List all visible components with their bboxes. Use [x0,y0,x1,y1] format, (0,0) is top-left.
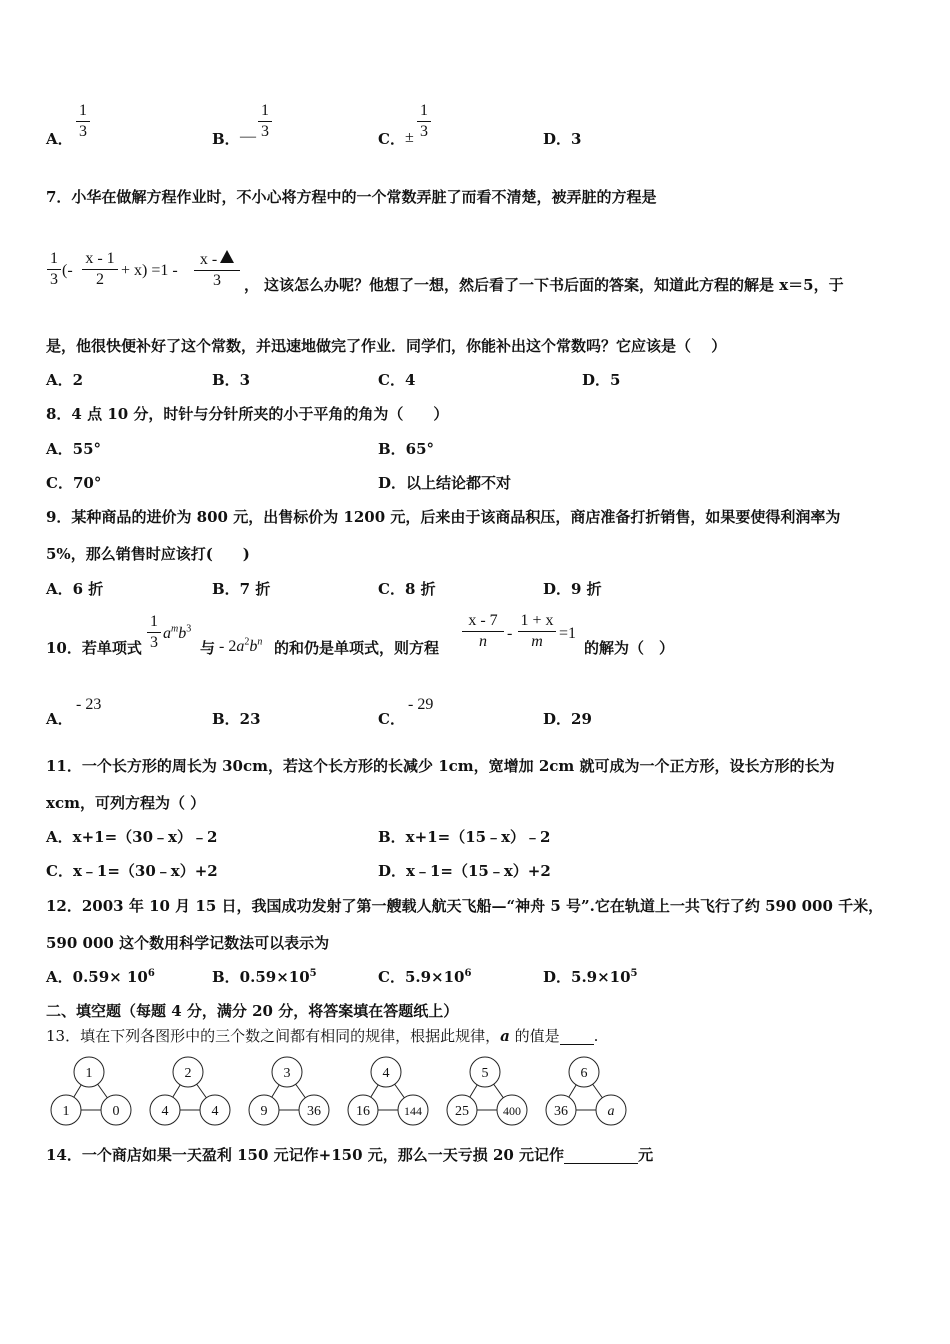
figure-1-top-value: 1 [85,1066,93,1081]
q7-eq-frac-2: x - 3 [194,250,240,290]
q10-eq-equals-one: =1 [559,625,577,642]
q10-option-c-value: - 29 [408,696,434,713]
q7-option-b: B．3 [212,371,251,389]
q10-eq-minus: - [507,625,513,642]
q11-option-d: D．x﹣1=（15﹣x）+2 [378,862,551,880]
figure-5-left-value: 25 [455,1104,469,1119]
q6-option-c-label: C． [378,130,405,148]
q11-stem-line2: xcm，可列方程为（ ） [46,794,206,812]
q14-stem: 14．一个商店如果一天盈利 150 元记作+150 元，那么一天亏损 20 元记作 元 [46,1146,654,1164]
q6-option-b-fraction: 1 3 [258,102,272,141]
figure-4-right-value: 144 [404,1104,422,1118]
q11-option-b: B．x+1=（15﹣x）﹣2 [378,828,551,846]
q9-stem-line1: 9．某种商品的进价为 800 元，出售标价为 1200 元，后来由于该商品积压，商店准备打折销售，如果要使得利润率为 [46,508,841,526]
q11-option-c: C．x﹣1=（30﹣x）+2 [46,862,218,880]
q7-option-d: D．5 [582,371,621,389]
figure-3-left-value: 9 [260,1104,268,1119]
q8-option-d: D．以上结论都不对 [378,474,512,492]
q7-stem-line1: 7．小华在做解方程作业时，不小心将方程中的一个常数弄脏了而看不清楚，被弄脏的方程是 [46,188,657,206]
q8-option-b: B．65° [378,440,435,458]
q7-stem-line3: 是，他很快便补好了这个常数，并迅速地做完了作业．同学们，你能补出这个常数吗？它应该是（ ） [46,337,727,355]
q10-option-d: D．29 [543,710,592,728]
section-heading-fill-in: 二、填空题（每题 4 分，满分 20 分，将答案填在答题纸上） [46,1002,459,1020]
q12-stem-line2: 590 000 这个数用科学记数法可以表示为 [46,934,330,952]
q10-eq-frac-1: x - 7 n [462,612,504,651]
figure-1-left-value: 1 [62,1104,70,1119]
q10-monomial-2: - $2a^2b^n$ [219,636,263,655]
q10-with: 与 [200,639,216,657]
q10-stem-mid: 的和仍是单项式，则方程 [274,639,440,657]
q14-answer-blank[interactable] [564,1147,638,1164]
figure-6-right-value: a [607,1104,615,1119]
q12-option-d: D．$5.9\times 10^5$ [543,968,638,986]
q11-stem-line1: 11．一个长方形的周长为 30cm，若这个长方形的长减少 1cm，宽增加 2cm 就可成为一个正方形，设长方形的长为 [46,757,835,775]
q6-option-b-label: B． [212,130,240,148]
q10-stem-suffix: 的解为（ ） [584,639,675,657]
q10-frac-one-third: 1 3 [147,613,161,652]
q6-option-c-plusminus: ± [405,129,414,146]
q8-stem: 8．4 点 10 分，时针与分针所夹的小于平角的角为（ ） [46,405,449,423]
q12-option-a: A．$0.59\times 10^6$ [46,968,155,986]
q7-option-c: C．4 [378,371,416,389]
q8-option-a: A．55° [46,440,102,458]
q6-option-b-minus: — [240,128,256,145]
q10-eq-frac-2: 1 + x m [518,612,556,651]
q7-eq-open: (- [62,262,73,279]
q10-option-b: B．23 [212,710,261,728]
q8-option-c: C．70° [46,474,102,492]
figure-4-top-value: 4 [382,1066,390,1081]
q10-option-a-label: A． [46,710,73,728]
figure-5-right-value: 400 [503,1104,521,1118]
q9-option-a: A．6 折 [46,580,104,598]
figure-6-left-value: 36 [554,1104,568,1119]
q7-eq-comma: ， [244,276,260,294]
q10-stem-prefix: 10．若单项式 [46,639,142,657]
q9-stem-line2: 5%，那么销售时应该打( ) [46,545,250,563]
figure-5-top-value: 5 [481,1066,489,1081]
figure-3-right-value: 36 [307,1104,321,1119]
q11-option-a: A．x+1=（30﹣x）﹣2 [46,828,218,846]
q9-option-b: B．7 折 [212,580,271,598]
figure-2-top-value: 2 [184,1066,192,1081]
q10-monomial-1: $a^mb^3$ [163,623,192,642]
q12-option-c: C．$5.9\times 10^6$ [378,968,472,986]
q10-option-a-value: - 23 [76,696,102,713]
q6-option-a-fraction: 1 3 [76,102,90,141]
figure-6-top-value: 6 [580,1066,588,1081]
q7-eq-frac-one-third: 1 3 [47,250,61,289]
q7-eq-frac-1: x - 1 2 [82,250,118,289]
figure-3-top-value: 3 [283,1066,291,1081]
q9-option-d: D．9 折 [543,580,602,598]
figure-4-left-value: 16 [356,1104,370,1119]
q10-option-c-label: C． [378,710,405,728]
figure-2-right-value: 4 [211,1104,219,1119]
q7-option-a: A．2 [46,371,84,389]
q13-answer-blank[interactable] [560,1044,594,1045]
q6-option-a-label: A． [46,130,73,148]
q7-stem-line2: 这该怎么办呢？他想了一想，然后看了一下书后面的答案，知道此方程的解是 x＝5，于 [264,276,844,294]
q12-stem-line1: 12．2003 年 10 月 15 日，我国成功发射了第一艘载人航天飞船—“神舟 5 号”.它在轨道上一共飞行了约 590 000 千米， [46,897,884,915]
q7-eq-mid: + x) =1 - [121,262,178,279]
q12-option-b: B．$0.59\times 10^5$ [212,968,317,986]
q13-stem: 13．填在下列各图形中的三个数之间都有相同的规律，根据此规律，a 的值是 . [46,1027,599,1045]
smudged-constant-triangle-icon [220,250,234,263]
q13-number-triangle-figures [44,1054,634,1130]
figure-2-left-value: 4 [161,1104,169,1119]
figure-1-right-value: 0 [112,1104,120,1119]
q6-option-d: D．3 [543,130,582,148]
q6-option-c-fraction: 1 3 [417,102,431,141]
q9-option-c: C．8 折 [378,580,436,598]
